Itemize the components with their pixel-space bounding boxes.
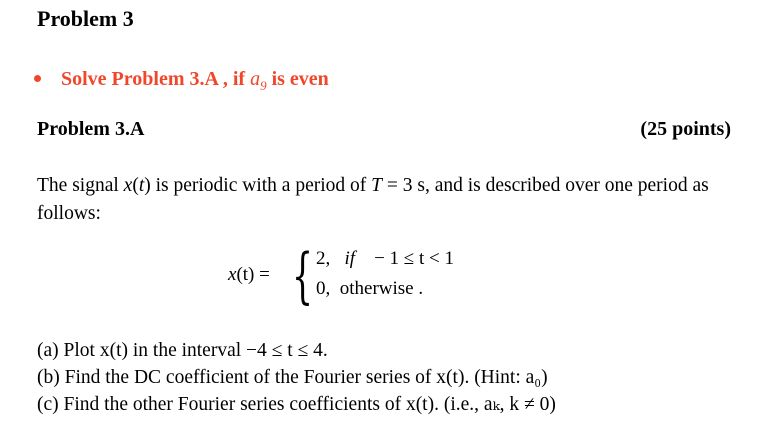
equation-case-2: [316, 278, 423, 300]
bullet-dot-icon: [34, 75, 41, 82]
desc-period-var: T: [371, 175, 382, 196]
task-bullet: [34, 68, 329, 94]
left-brace-icon: {: [292, 241, 314, 311]
desc-text-1: The signal: [37, 175, 124, 196]
desc-text-3: ) is periodic with a period of: [144, 175, 372, 196]
eq-lhs-rest: (t) =: [236, 264, 270, 285]
bullet-text-before: Solve Problem 3.A , if: [61, 68, 251, 90]
subproblem-heading: Problem 3.A: [37, 118, 145, 140]
question-parts: [37, 337, 556, 418]
bullet-text-after: is even: [266, 68, 329, 90]
part-a: (a) Plot x(t) in the interval −4 ≤ t ≤ 4.: [37, 340, 328, 361]
case1-value: 2,: [316, 248, 331, 269]
equation-case-1: [316, 248, 454, 270]
case2-value: 0,: [316, 278, 331, 299]
desc-text-2: (: [132, 175, 139, 196]
desc-text-4: = 3 s, and is described over one period as follows:: [37, 175, 709, 224]
subproblem-points: (25 points): [640, 118, 731, 140]
part-b: (b) Find the DC coefficient of the Fourier series of x(t). (Hint: a₀): [37, 367, 548, 388]
bullet-var: a: [250, 68, 261, 90]
problem-description: [37, 172, 737, 228]
bullet-sub: 9: [260, 78, 267, 93]
case2-condition: otherwise .: [339, 278, 424, 299]
equation-lhs: [228, 264, 270, 286]
case1-condition: − 1 ≤ t < 1: [374, 248, 454, 269]
desc-t: t: [138, 175, 145, 196]
desc-xt: x: [123, 175, 133, 196]
problem-title: Problem 3: [37, 6, 134, 31]
case1-if: if: [344, 248, 356, 269]
part-c: (c) Find the other Fourier series coefficients of x(t). (i.e., aₖ, k ≠ 0): [37, 394, 556, 415]
eq-lhs-var: x: [228, 264, 237, 285]
